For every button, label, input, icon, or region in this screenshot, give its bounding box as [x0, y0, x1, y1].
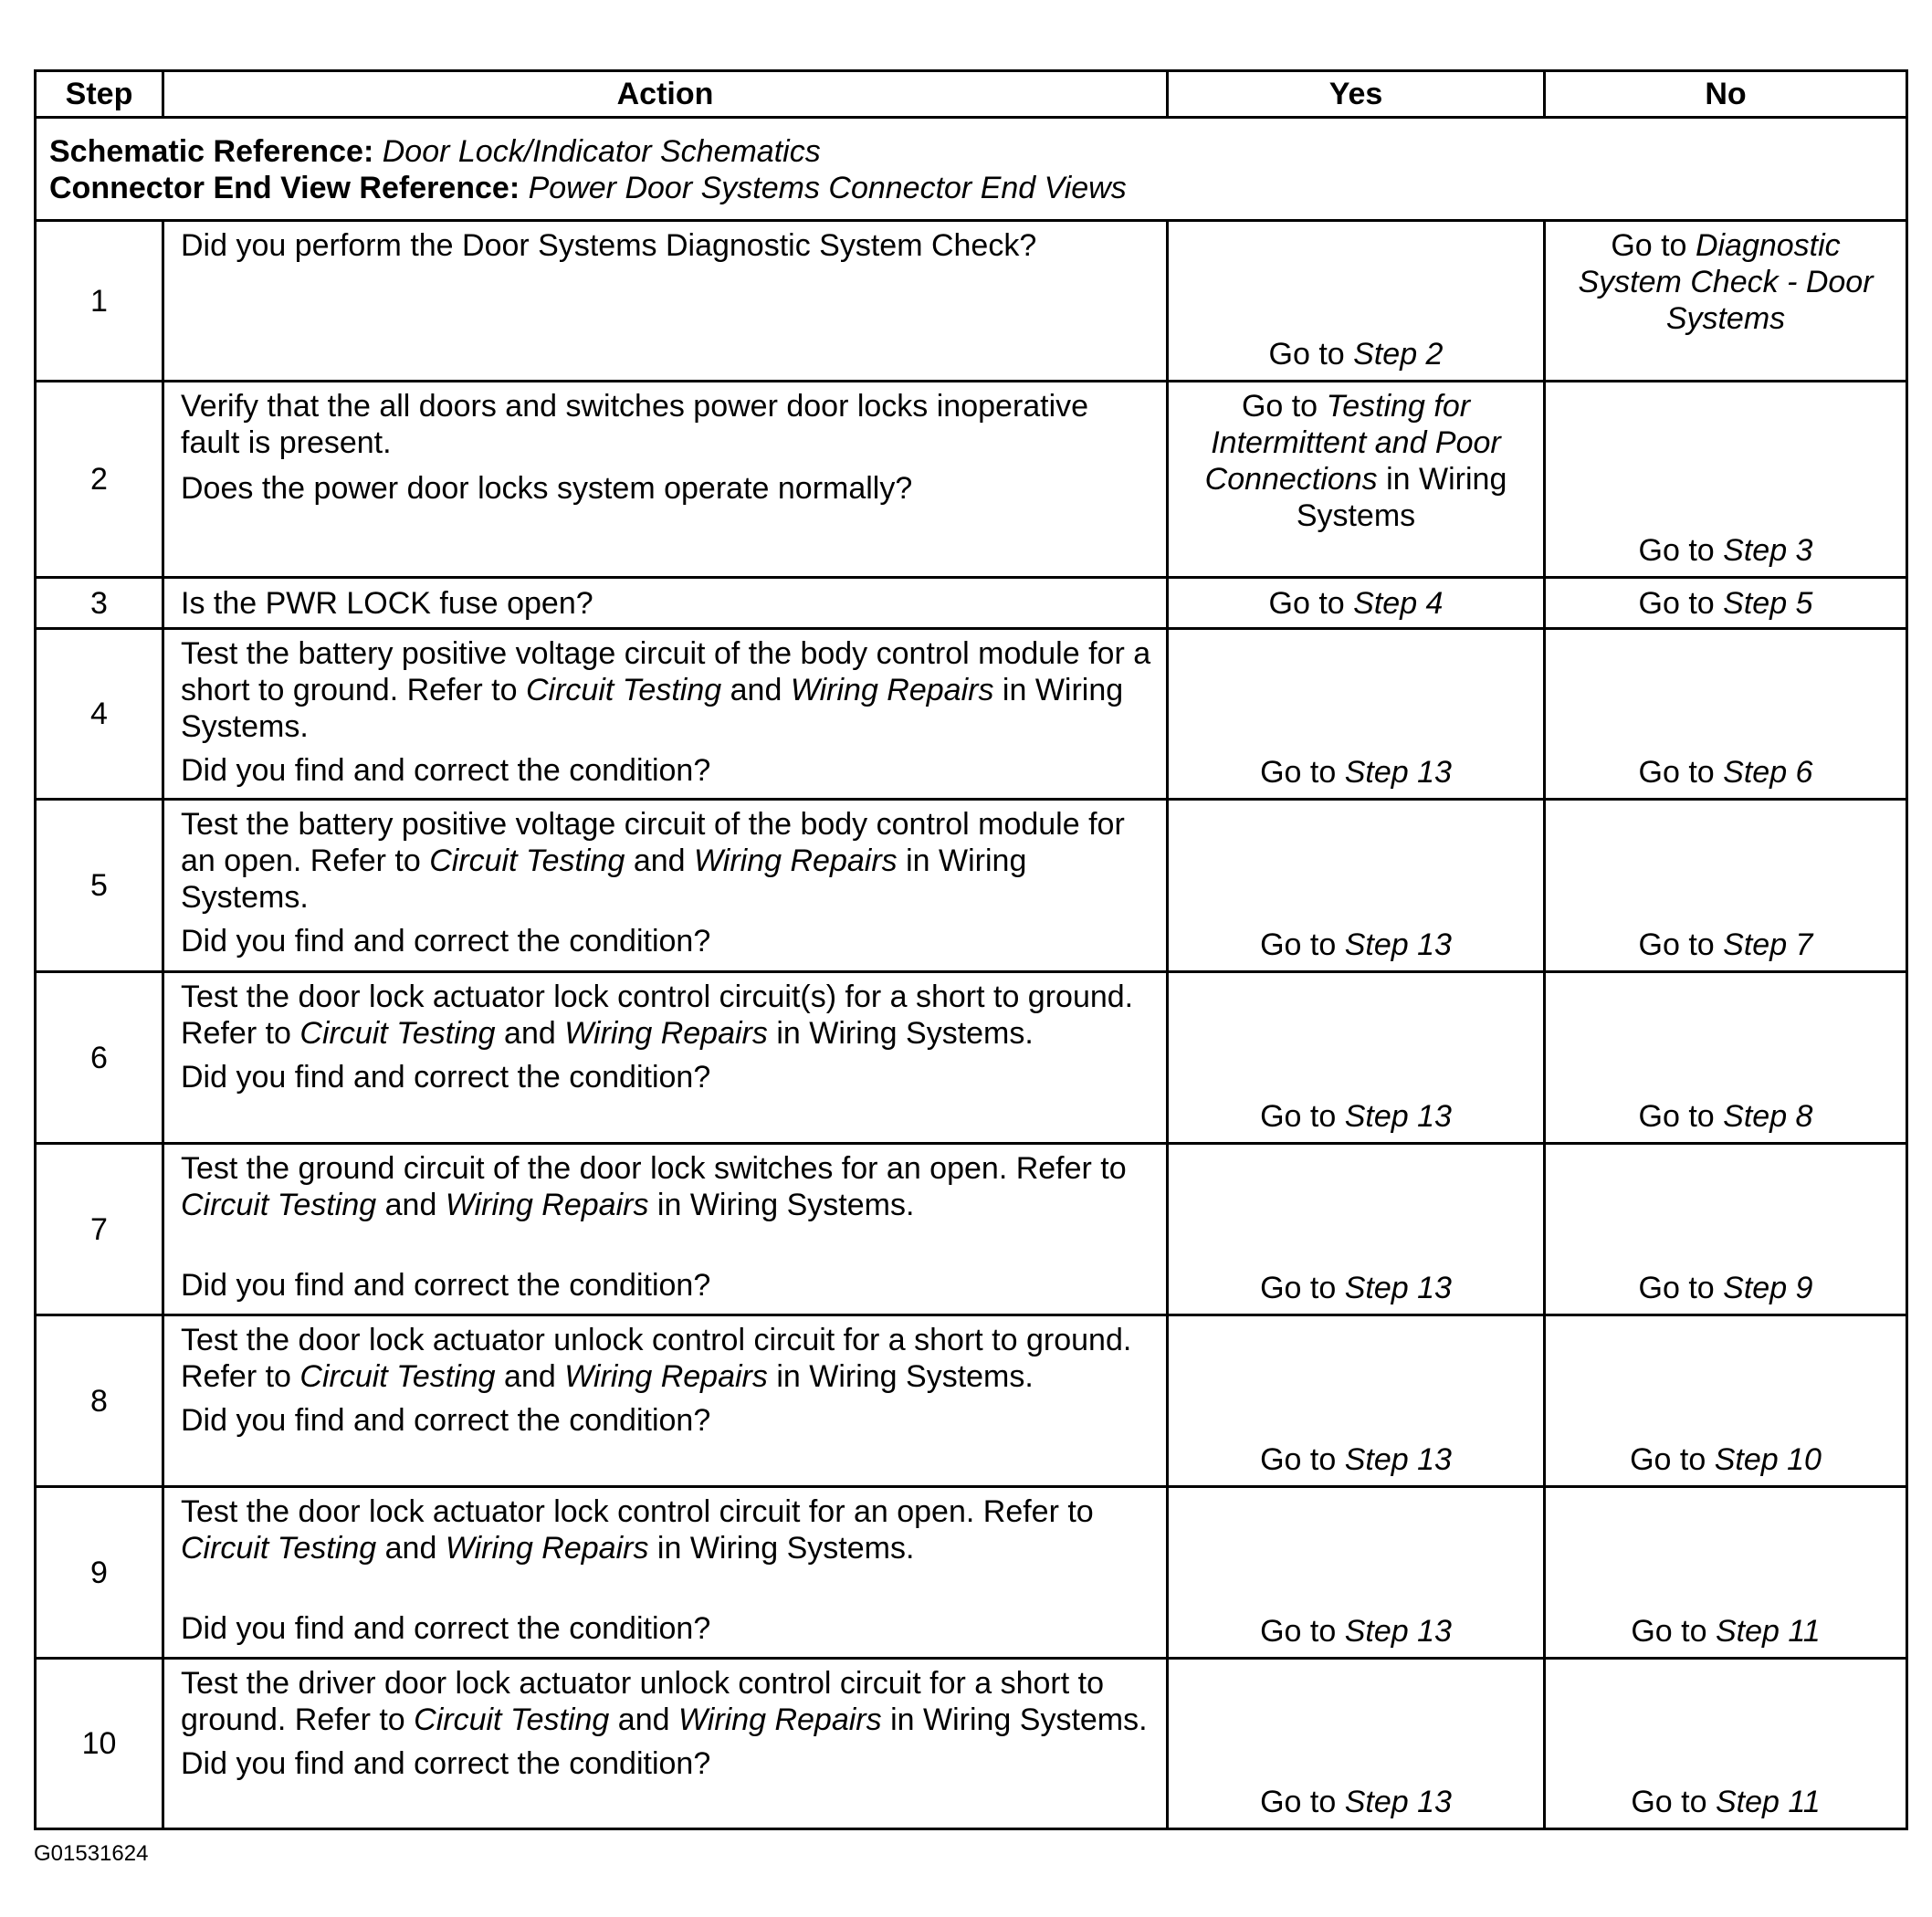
circuit-testing-link: Circuit Testing [526, 673, 722, 707]
step-link: Step 13 [1344, 927, 1452, 962]
goto-text: Go to [1638, 927, 1715, 962]
action-text-and: and [504, 1359, 556, 1394]
yes-cell [1168, 578, 1545, 629]
yes-cell [1168, 629, 1545, 800]
goto-text: Go to [1260, 1099, 1337, 1134]
step-link: Step 13 [1344, 1099, 1452, 1134]
yes-cell [1168, 1487, 1545, 1659]
circuit-testing-link: Circuit Testing [414, 1702, 610, 1737]
yes-cell [1168, 1659, 1545, 1829]
action-cell [163, 800, 1168, 972]
table-row [36, 800, 1907, 972]
action-text [181, 1493, 1153, 1566]
goto-text: Go to [1260, 927, 1337, 962]
action-text-and: and [730, 673, 782, 707]
action-text [181, 635, 1153, 745]
action-text [181, 1150, 1153, 1223]
step-link: Step 13 [1344, 1614, 1452, 1649]
header-yes: Yes [1168, 71, 1545, 118]
step-link: Step 11 [1715, 1614, 1821, 1649]
wiring-repairs-link: Wiring Repairs [564, 1359, 768, 1394]
circuit-testing-link: Circuit Testing [299, 1016, 496, 1051]
circuit-testing-link: Circuit Testing [181, 1188, 377, 1222]
table-row [36, 1487, 1907, 1659]
action-text [181, 1665, 1153, 1738]
step-link: Step 13 [1344, 1785, 1452, 1819]
step-link: Step 5 [1723, 585, 1813, 621]
step-link: Step 13 [1344, 755, 1452, 790]
goto-text: Go to [1638, 585, 1715, 621]
schematic-reference-value: Door Lock/Indicator Schematics [382, 134, 821, 169]
step-number: 5 [36, 800, 163, 972]
yes-cell [1168, 1315, 1545, 1487]
no-cell [1545, 578, 1907, 629]
table-row [36, 1315, 1907, 1487]
no-cell [1545, 629, 1907, 800]
action-text-pre: Test the door lock actuator lock control circuit for an open. Refer to [181, 1494, 1094, 1529]
step-link: Step 8 [1723, 1099, 1813, 1134]
action-text-and: and [384, 1531, 437, 1566]
wiring-repairs-link: Wiring Repairs [677, 1702, 882, 1737]
yes-cell [1168, 972, 1545, 1144]
table-row [36, 1144, 1907, 1315]
action-cell [163, 1659, 1168, 1829]
table-row [36, 629, 1907, 800]
action-text-post: in Wiring Systems. [776, 1359, 1034, 1394]
goto-text: Go to [1638, 1099, 1715, 1134]
step-number: 9 [36, 1487, 163, 1659]
step-link: Step 9 [1723, 1271, 1813, 1305]
step-link: Step 3 [1723, 533, 1813, 568]
yes-cell [1168, 382, 1545, 578]
step-number: 3 [36, 578, 163, 629]
table-row [36, 578, 1907, 629]
reference-cell [36, 118, 1907, 221]
action-question: Did you find and correct the condition? [181, 1403, 711, 1438]
action-cell [163, 382, 1168, 578]
wiring-repairs-link: Wiring Repairs [445, 1188, 649, 1222]
goto-text: Go to [1260, 1271, 1337, 1305]
schematic-reference [49, 133, 1893, 170]
goto-text: Go to [1260, 1442, 1337, 1477]
step-link: Step 13 [1344, 1442, 1452, 1477]
goto-text: Go to [1631, 1785, 1707, 1819]
header-row [36, 71, 1907, 118]
action-question: Did you find and correct the condition? [181, 1746, 711, 1781]
header-step: Step [36, 71, 163, 118]
no-cell [1545, 221, 1907, 382]
goto-text: Go to [1260, 1614, 1337, 1649]
action-question: Does the power door locks system operate normally? [181, 471, 913, 506]
no-cell [1545, 972, 1907, 1144]
action-text-post: in Wiring Systems. [776, 1016, 1034, 1051]
table-row [36, 1659, 1907, 1829]
action-cell [163, 1487, 1168, 1659]
action-text-pre: Test the battery positive voltage circuit of the body control module for a short to ground. Refer to [181, 636, 1151, 707]
figure-id: G01531624 [34, 1841, 149, 1866]
wiring-repairs-link: Wiring Repairs [790, 673, 994, 707]
goto-text: Go to [1630, 1442, 1706, 1477]
goto-text: Go to [1638, 1271, 1715, 1305]
table-row [36, 382, 1907, 578]
no-cell [1545, 800, 1907, 972]
action-cell [163, 629, 1168, 800]
action-text [181, 979, 1153, 1052]
header-no: No [1545, 71, 1907, 118]
step-number: 4 [36, 629, 163, 800]
action-cell [163, 1315, 1168, 1487]
goto-text: Go to [1268, 585, 1345, 621]
step-number: 2 [36, 382, 163, 578]
goto-text: Go to [1241, 389, 1318, 424]
step-number: 1 [36, 221, 163, 382]
action-text-pre: Test the battery positive voltage circuit of the body control module for an open. Refer to [181, 807, 1125, 878]
action-question: Did you find and correct the condition? [181, 1268, 711, 1303]
action-question: Did you find and correct the condition? [181, 924, 711, 958]
yes-cell [1168, 1144, 1545, 1315]
step-number: 8 [36, 1315, 163, 1487]
action-cell [163, 1144, 1168, 1315]
circuit-testing-link: Circuit Testing [429, 843, 625, 878]
no-cell [1545, 382, 1907, 578]
connector-reference [49, 170, 1893, 206]
wiring-repairs-link: Wiring Repairs [445, 1531, 649, 1566]
no-cell [1545, 1487, 1907, 1659]
step-link: Step 6 [1723, 755, 1813, 790]
step-link: Step 7 [1723, 927, 1813, 962]
yes-cell [1168, 800, 1545, 972]
step-link: Step 4 [1353, 585, 1444, 621]
action-cell [163, 578, 1168, 629]
goto-text: Go to [1260, 1785, 1337, 1819]
action-text-and: and [384, 1188, 437, 1222]
wiring-repairs-link: Wiring Repairs [564, 1016, 768, 1051]
no-cell [1545, 1659, 1907, 1829]
goto-text: Go to [1260, 755, 1337, 790]
action-text: Is the PWR LOCK fuse open? [181, 585, 593, 621]
action-question: Did you find and correct the condition? [181, 1060, 711, 1095]
connector-reference-value: Power Door Systems Connector End Views [528, 171, 1127, 205]
table-row [36, 221, 1907, 382]
action-text-post: in Wiring Systems. [656, 1531, 915, 1566]
circuit-testing-link: Circuit Testing [181, 1531, 377, 1566]
goto-text: Go to [1611, 228, 1687, 263]
wiring-repairs-link: Wiring Repairs [694, 843, 898, 878]
procedure-suffix: in Wiring Systems [1296, 462, 1507, 533]
procedure-link: Diagnostic System Check - Door Systems [1578, 228, 1874, 336]
goto-text: Go to [1638, 533, 1715, 568]
step-link: Step 11 [1715, 1785, 1821, 1819]
step-link: Step 13 [1344, 1271, 1452, 1305]
action-text-post: in Wiring Systems. [656, 1188, 915, 1222]
action-text-and: and [504, 1016, 556, 1051]
no-cell [1545, 1315, 1907, 1487]
action-text-pre: Test the driver door lock actuator unlock control circuit for a short to ground. Refer to [181, 1666, 1105, 1737]
action-cell [163, 972, 1168, 1144]
action-question: Did you find and correct the condition? [181, 753, 711, 788]
step-link: Step 10 [1714, 1442, 1822, 1477]
action-text-post: in Wiring Systems. [181, 673, 1124, 744]
goto-text: Go to [1631, 1614, 1707, 1649]
table-row [36, 972, 1907, 1144]
action-cell [163, 221, 1168, 382]
action-text: Verify that the all doors and switches power door locks inoperative fault is present. [181, 389, 1089, 460]
action-text-and: and [633, 843, 686, 878]
reference-row [36, 118, 1907, 221]
step-link: Step 2 [1353, 337, 1444, 372]
action-text-pre: Test the door lock actuator unlock control circuit for a short to ground. Refer to [181, 1323, 1132, 1394]
action-text-and: and [617, 1702, 670, 1737]
goto-text: Go to [1638, 755, 1715, 790]
action-text-post: in Wiring Systems. [890, 1702, 1148, 1737]
action-text: Did you perform the Door Systems Diagnostic System Check? [181, 228, 1037, 263]
action-question: Did you find and correct the condition? [181, 1611, 711, 1646]
action-text-pre: Test the ground circuit of the door lock switches for an open. Refer to [181, 1151, 1127, 1186]
action-text-pre: Test the door lock actuator lock control circuit(s) for a short to ground. Refer to [181, 979, 1134, 1051]
action-text [181, 806, 1153, 916]
step-number: 10 [36, 1659, 163, 1829]
diagnostic-table [34, 69, 1908, 1830]
schematic-reference-label: Schematic Reference: [49, 134, 374, 169]
procedure-link: Testing for Intermittent and Poor Connections [1204, 389, 1501, 497]
action-text [181, 1322, 1153, 1395]
connector-reference-label: Connector End View Reference: [49, 171, 520, 205]
no-cell [1545, 1144, 1907, 1315]
goto-text: Go to [1268, 337, 1345, 372]
circuit-testing-link: Circuit Testing [299, 1359, 496, 1394]
step-number: 6 [36, 972, 163, 1144]
yes-cell [1168, 221, 1545, 382]
action-text-post: in Wiring Systems. [181, 843, 1027, 915]
header-action: Action [163, 71, 1168, 118]
step-number: 7 [36, 1144, 163, 1315]
